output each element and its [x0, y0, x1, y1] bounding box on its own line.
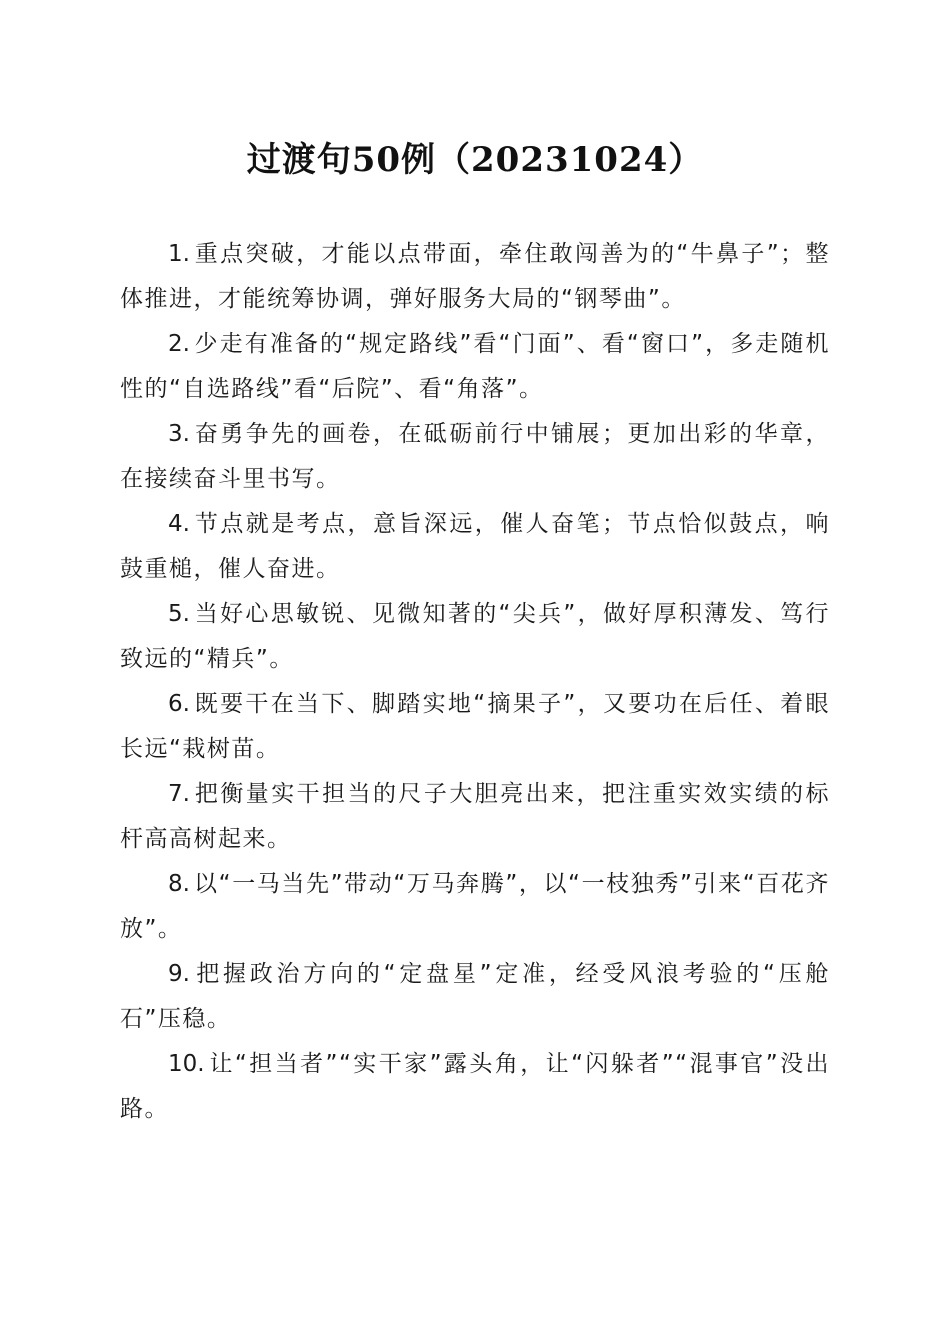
- item-text: 重点突破，才能以点带面，牵住敢闯善为的“牛鼻子”；整体推进，才能统筹协调，弹好服务大局的“钢琴曲”。: [120, 241, 830, 312]
- item-text: 既要干在当下、脚踏实地“摘果子”，又要功在后任、着眼长远“栽树苗。: [120, 691, 830, 762]
- item-text: 以“一马当先”带动“万马奔腾”，以“一枝独秀”引来“百花齐放”。: [120, 871, 830, 942]
- item-text: 当好心思敏锐、见微知著的“尖兵”，做好厚积薄发、笃行致远的“精兵”。: [120, 601, 830, 672]
- document-title: 过渡句50例（20231024）: [246, 140, 704, 180]
- list-item: [120, 682, 830, 772]
- item-number: 4.: [168, 511, 190, 537]
- item-text: 少走有准备的“规定路线”看“门面”、看“窗口”，多走随机性的“自选路线”看“后院”、看“角落”。: [120, 331, 830, 402]
- list-item: [120, 322, 830, 412]
- list-item: [120, 412, 830, 502]
- item-text: 节点就是考点，意旨深远，催人奋笔；节点恰似鼓点，响鼓重槌，催人奋进。: [120, 511, 830, 582]
- item-number: 1.: [168, 241, 190, 267]
- item-number: 3.: [168, 421, 190, 447]
- example-list: [120, 232, 830, 1132]
- list-item: [120, 862, 830, 952]
- item-number: 8.: [168, 871, 190, 897]
- list-item: [120, 232, 830, 322]
- item-text: 把衡量实干担当的尺子大胆亮出来，把注重实效实绩的标杆高高树起来。: [120, 781, 830, 852]
- item-text: 让“担当者”“实干家”露头角，让“闪躲者”“混事官”没出路。: [120, 1051, 830, 1122]
- list-item: [120, 502, 830, 592]
- list-item: [120, 1042, 830, 1132]
- list-item: [120, 772, 830, 862]
- item-number: 6.: [168, 691, 190, 717]
- item-text: 奋勇争先的画卷，在砥砺前行中铺展；更加出彩的华章，在接续奋斗里书写。: [120, 421, 830, 492]
- item-number: 5.: [168, 601, 190, 627]
- list-item: [120, 592, 830, 682]
- item-number: 2.: [168, 331, 190, 357]
- item-number: 10.: [168, 1051, 205, 1077]
- item-number: 9.: [168, 961, 190, 987]
- item-number: 7.: [168, 781, 190, 807]
- item-text: 把握政治方向的“定盘星”定准，经受风浪考验的“压舱石”压稳。: [120, 961, 830, 1032]
- list-item: [120, 952, 830, 1042]
